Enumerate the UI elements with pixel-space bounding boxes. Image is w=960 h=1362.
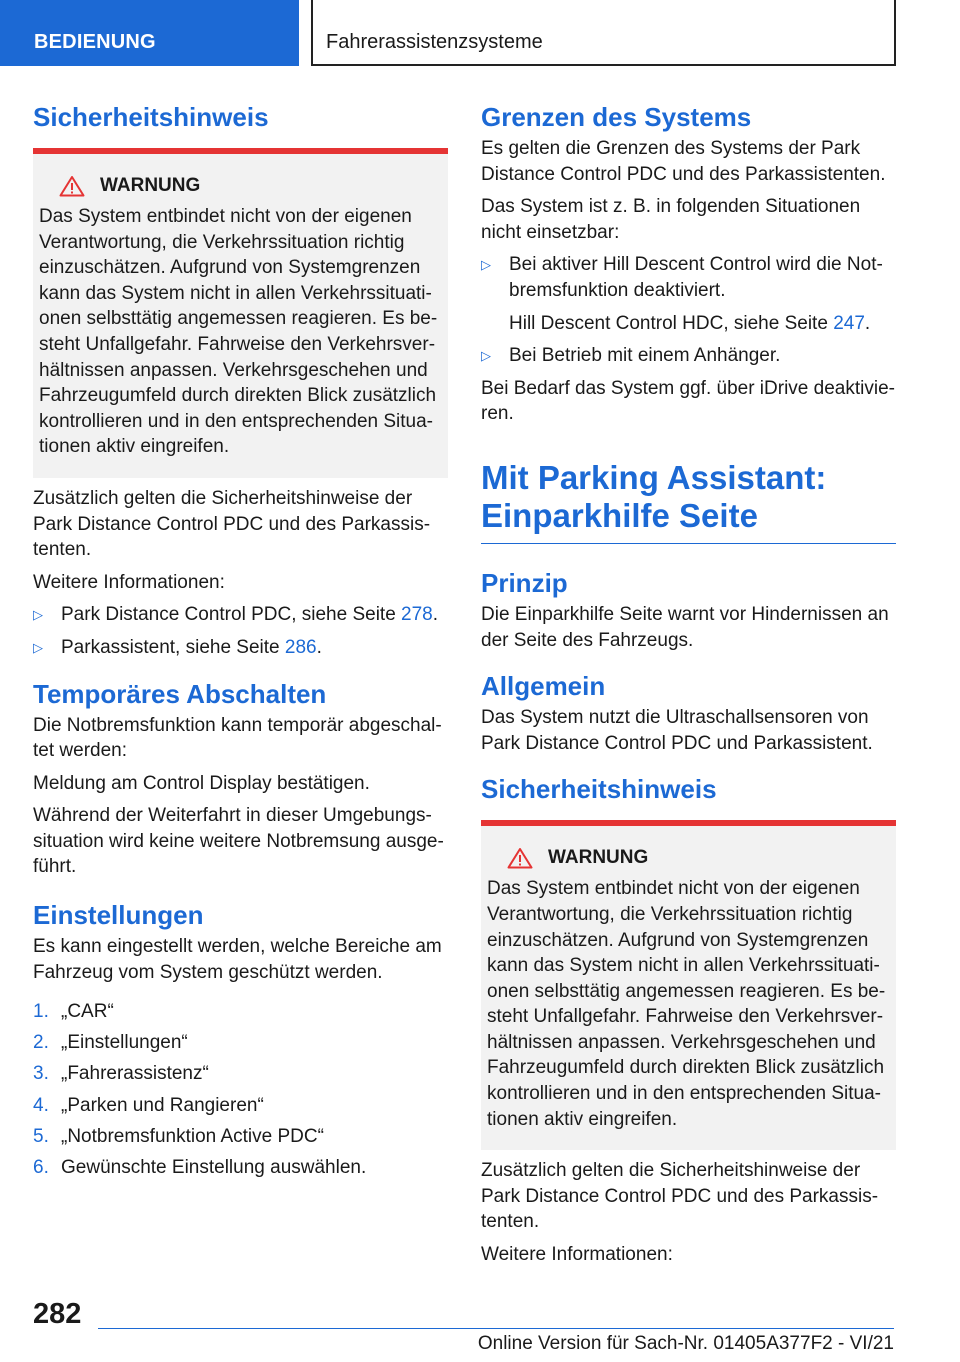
paragraph-settings: Es kann eingestellt werden, welche Bereiche am Fahrzeug vom System geschützt werden. xyxy=(33,936,442,983)
step-number: 3. xyxy=(33,1063,49,1085)
step-item xyxy=(33,1093,448,1119)
paragraph-general: Das System nutzt die Ultraschallsensoren von Park Distance Control PDC und Parkassistent. xyxy=(481,707,873,754)
heading-limits: Grenzen des Systems xyxy=(481,102,752,132)
warning-title xyxy=(487,846,888,870)
header-chapter-title: Fahrerassistenzsysteme xyxy=(326,31,543,53)
step-text: Gewünschte Einstellung auswählen. xyxy=(61,1156,367,1178)
heading-general: Allgemein xyxy=(481,671,606,702)
list-item-sub xyxy=(509,311,896,337)
step-number: 4. xyxy=(33,1094,49,1116)
step-text: „Fahrerassistenz“ xyxy=(61,1063,209,1085)
paragraph-more-info: Weitere Informationen: xyxy=(481,1244,673,1266)
limits-list xyxy=(481,252,896,368)
header-section-tab xyxy=(0,0,299,66)
list-item-sub-text: Hill Descent Control HDC, siehe Seite xyxy=(509,312,834,334)
paragraph-more-info: Weitere Informationen: xyxy=(33,571,225,593)
list-item-end: . xyxy=(864,312,871,334)
paragraph-temp-1: Die Notbremsfunktion kann temporär abgeschaltet werden: xyxy=(33,714,442,762)
warning-text: Das System entbindet nicht von der eigenen Verantwortung, die Verkehrssituation richtig einzuschätzen. Aufgrund von Systemgrenzen kann das System nicht in allen Verkehrssituationen selbsttätig angemessen reagieren. Es besteht Unfallgefahr. Fahrweise den Verkehrsverhältnissen anpassen. Verkehrsgeschehen und Fahrzeugumfeld durch direkten Blick zusätzlich kontrollieren und in den entsprechenden Situationen aktiv eingreifen. xyxy=(39,206,438,458)
paragraph-principle: Die Einparkhilfe Seite warnt vor Hindernissen an der Seite des Fahrzeugs. xyxy=(481,603,889,651)
list-item xyxy=(33,635,448,661)
list-item-end: . xyxy=(432,604,439,626)
paragraph-temp-2: Meldung am Control Display bestätigen. xyxy=(33,772,370,794)
triangle-bullet-icon: ▷ xyxy=(481,257,491,273)
triangle-bullet-icon: ▷ xyxy=(33,607,43,623)
left-column xyxy=(33,100,448,1186)
triangle-bullet-icon: ▷ xyxy=(481,348,491,364)
warning-text: Das System entbindet nicht von der eigenen Verantwortung, die Verkehrssituation richtig einzuschätzen. Aufgrund von Systemgrenzen kann das System nicht in allen Verkehrssituationen selbsttätig angemessen reagieren. Es besteht Unfallgefahr. Fahrweise den Verkehrsverhältnissen anpassen. Verkehrsgeschehen und Fahrzeugumfeld durch direkten Blick zusätzlich kontrollieren und in den entsprechenden Situationen aktiv eingreifen. xyxy=(487,878,886,1130)
footer-text: Online Version für Sach-Nr. 01405A377F2 - VI/21 xyxy=(477,1333,894,1354)
list-item-text: Bei Betrieb mit einem Anhänger. xyxy=(509,345,781,367)
step-number: 6. xyxy=(33,1156,49,1178)
paragraph-limits-3: Bei Bedarf das System ggf. über iDrive deaktivieren. xyxy=(481,377,895,425)
triangle-bullet-icon: ▷ xyxy=(33,639,43,655)
step-item xyxy=(33,1061,448,1087)
header-chapter-box xyxy=(311,0,896,66)
heading-side-parking-assist: Mit Parking Assistant: Einparkhilfe Seite xyxy=(481,459,896,544)
paragraph-additional: Zusätzlich gelten die Sicherheitshinweise der Park Distance Control PDC und des Parkassistenten. xyxy=(481,1160,879,1233)
warning-triangle-icon xyxy=(507,847,533,869)
step-text: „Notbremsfunktion Active PDC“ xyxy=(61,1125,324,1147)
warning-title xyxy=(39,174,440,198)
list-item-text: Bei aktiver Hill Descent Control wird die Notbremsfunktion deaktiviert. xyxy=(509,254,883,301)
step-number: 1. xyxy=(33,1001,49,1023)
heading-safety: Sicherheitshinweis xyxy=(33,102,269,132)
list-item-end: . xyxy=(316,636,322,658)
page-reference-link[interactable]: 247 xyxy=(833,312,865,334)
page-number: 282 xyxy=(33,1298,82,1330)
list-item xyxy=(481,252,896,336)
paragraph-limits-2: Das System ist z. B. in folgenden Situationen nicht einsetzbar: xyxy=(481,196,861,243)
page-reference-link[interactable]: 278 xyxy=(401,604,433,626)
step-item xyxy=(33,1124,448,1150)
list-item-text: Park Distance Control PDC, siehe Seite xyxy=(61,604,402,626)
heading-temporary-off: Temporäres Abschalten xyxy=(33,678,327,709)
step-text: „Parken und Rangieren“ xyxy=(61,1094,264,1116)
step-text: „Einstellungen“ xyxy=(61,1032,188,1054)
step-number: 2. xyxy=(33,1032,49,1054)
warning-box xyxy=(33,148,448,478)
settings-steps xyxy=(33,999,448,1180)
heading-safety-right: Sicherheitshinweis xyxy=(481,774,717,805)
paragraph-temp-3: Während der Weiterfahrt in dieser Umgebungssituation wird keine weitere Notbremsung ausgeführt. xyxy=(33,805,444,878)
warning-label: WARNUNG xyxy=(548,847,649,869)
step-text: „CAR“ xyxy=(61,1001,114,1023)
list-item-text: Parkassistent, siehe Seite xyxy=(61,636,285,658)
heading-principle: Prinzip xyxy=(481,567,568,598)
paragraph-limits-1: Es gelten die Grenzen des Systems der Park Distance Control PDC und des Parkassistenten. xyxy=(481,138,886,185)
paragraph-additional: Zusätzlich gelten die Sicherheitshinweise der Park Distance Control PDC und des Parkassistenten. xyxy=(33,487,431,561)
step-item xyxy=(33,1030,448,1056)
list-item xyxy=(33,602,448,628)
warning-triangle-icon xyxy=(59,175,85,197)
warning-label: WARNUNG xyxy=(100,175,201,196)
heading-settings: Einstellungen xyxy=(33,900,204,931)
step-number: 5. xyxy=(33,1125,49,1147)
page-reference-link[interactable]: 286 xyxy=(284,636,317,658)
list-item xyxy=(481,343,896,369)
more-info-list xyxy=(33,602,448,660)
step-item xyxy=(33,999,448,1025)
step-item xyxy=(33,1155,448,1181)
right-column xyxy=(481,100,896,1275)
warning-box xyxy=(481,820,896,1150)
footer-divider xyxy=(98,1328,894,1329)
header-section-title: BEDIENUNG xyxy=(34,31,156,53)
